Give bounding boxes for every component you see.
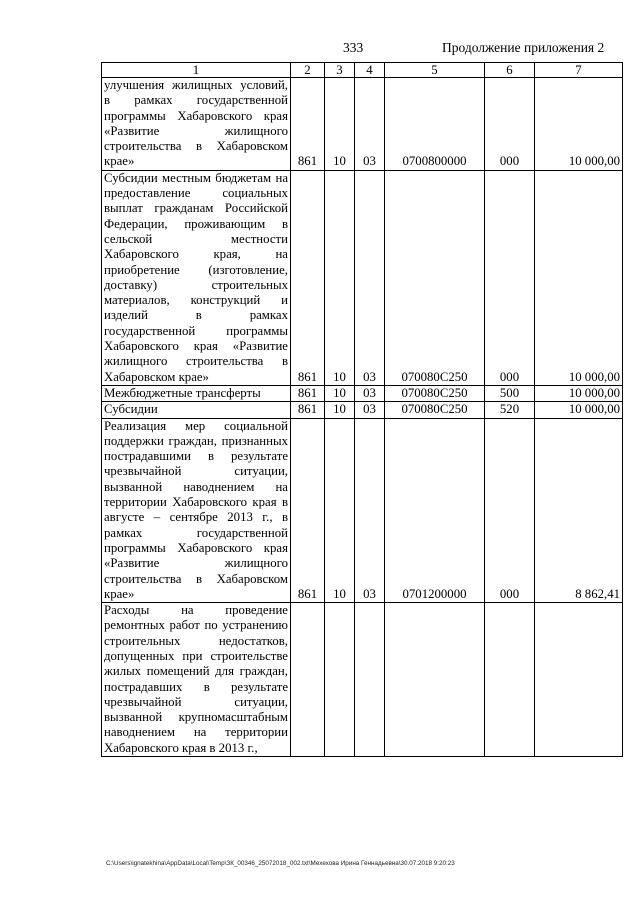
amount: 10 000,00 <box>535 78 623 171</box>
expense-type-code <box>485 603 535 757</box>
column-header: 2 <box>291 63 325 78</box>
expense-type-code: 000 <box>485 418 535 603</box>
column-header: 1 <box>102 63 291 78</box>
ministry-code: 861 <box>291 402 325 418</box>
section-code: 10 <box>325 402 355 418</box>
appendix-continuation-note: Продолжение приложения 2 <box>442 40 605 55</box>
table-row <box>102 385 623 401</box>
column-number-row <box>102 63 623 78</box>
ministry-code: 861 <box>291 418 325 603</box>
section-code: 10 <box>325 418 355 603</box>
target-item-code: 0701200000 <box>385 418 485 603</box>
row-description: Субсидии местным бюджетам на предоставление социальных выплат гражданам Российской Федерации, проживающим в сельской местности Хабаровского края, на приобретение (изготовление, доставку) строительных материалов, конструкций и изделий в рамках государственной программы Хабаровского края «Развитие жилищного строительства в Хабаровском крае» <box>102 170 291 385</box>
amount: 10 000,00 <box>535 402 623 418</box>
subsection-code: 03 <box>355 418 385 603</box>
footer-file-path: C:\Users\ignatekhina\AppData\Local\Temp\ЗК_00346_25072018_002.txt\Мехехова Ирина Геннадьевна\30.07.2018 9:20:23 <box>106 860 455 867</box>
section-code <box>325 603 355 757</box>
amount: 8 862,41 <box>535 418 623 603</box>
ministry-code <box>291 603 325 757</box>
target-item-code: 070080С250 <box>385 402 485 418</box>
target-item-code: 070080С250 <box>385 385 485 401</box>
subsection-code <box>355 603 385 757</box>
ministry-code: 861 <box>291 78 325 171</box>
section-code: 10 <box>325 78 355 171</box>
table-row <box>102 170 623 385</box>
column-header: 7 <box>535 63 623 78</box>
row-description: Субсидии <box>102 402 291 418</box>
ministry-code: 861 <box>291 170 325 385</box>
expense-type-code: 000 <box>485 78 535 171</box>
table-row <box>102 603 623 757</box>
expense-type-code: 500 <box>485 385 535 401</box>
section-code: 10 <box>325 170 355 385</box>
subsection-code: 03 <box>355 78 385 171</box>
subsection-code: 03 <box>355 385 385 401</box>
table-row <box>102 418 623 603</box>
budget-allocation-table <box>101 62 623 757</box>
target-item-code <box>385 603 485 757</box>
column-header: 3 <box>325 63 355 78</box>
expense-type-code: 520 <box>485 402 535 418</box>
column-header: 5 <box>385 63 485 78</box>
row-description: улучшения жилищных условий, в рамках государственной программы Хабаровского края «Развитие жилищного строительства в Хабаровском крае» <box>102 78 291 171</box>
row-description: Расходы на проведение ремонтных работ по устранению строительных недостатков, допущенных при строительстве жилых помещений для граждан, пострадавших в результате чрезвычайной ситуации, вызванной крупномасштабным наводнением на территории Хабаровского края в 2013 г., <box>102 603 291 757</box>
subsection-code: 03 <box>355 170 385 385</box>
column-header: 4 <box>355 63 385 78</box>
amount: 10 000,00 <box>535 385 623 401</box>
column-header: 6 <box>485 63 535 78</box>
page-number: 333 <box>343 40 364 55</box>
table-row <box>102 402 623 418</box>
ministry-code: 861 <box>291 385 325 401</box>
amount: 10 000,00 <box>535 170 623 385</box>
expense-type-code: 000 <box>485 170 535 385</box>
target-item-code: 0700800000 <box>385 78 485 171</box>
section-code: 10 <box>325 385 355 401</box>
row-description: Межбюджетные трансферты <box>102 385 291 401</box>
row-description: Реализация мер социальной поддержки граждан, признанных пострадавшими в результате чрезвычайной ситуации, вызванной наводнением на территории Хабаровского края в августе – сентябре 2013 г., в рамках государственной программы Хабаровского края «Развитие жилищного строительства в Хабаровском крае» <box>102 418 291 603</box>
table-row <box>102 78 623 171</box>
target-item-code: 070080С250 <box>385 170 485 385</box>
subsection-code: 03 <box>355 402 385 418</box>
amount <box>535 603 623 757</box>
